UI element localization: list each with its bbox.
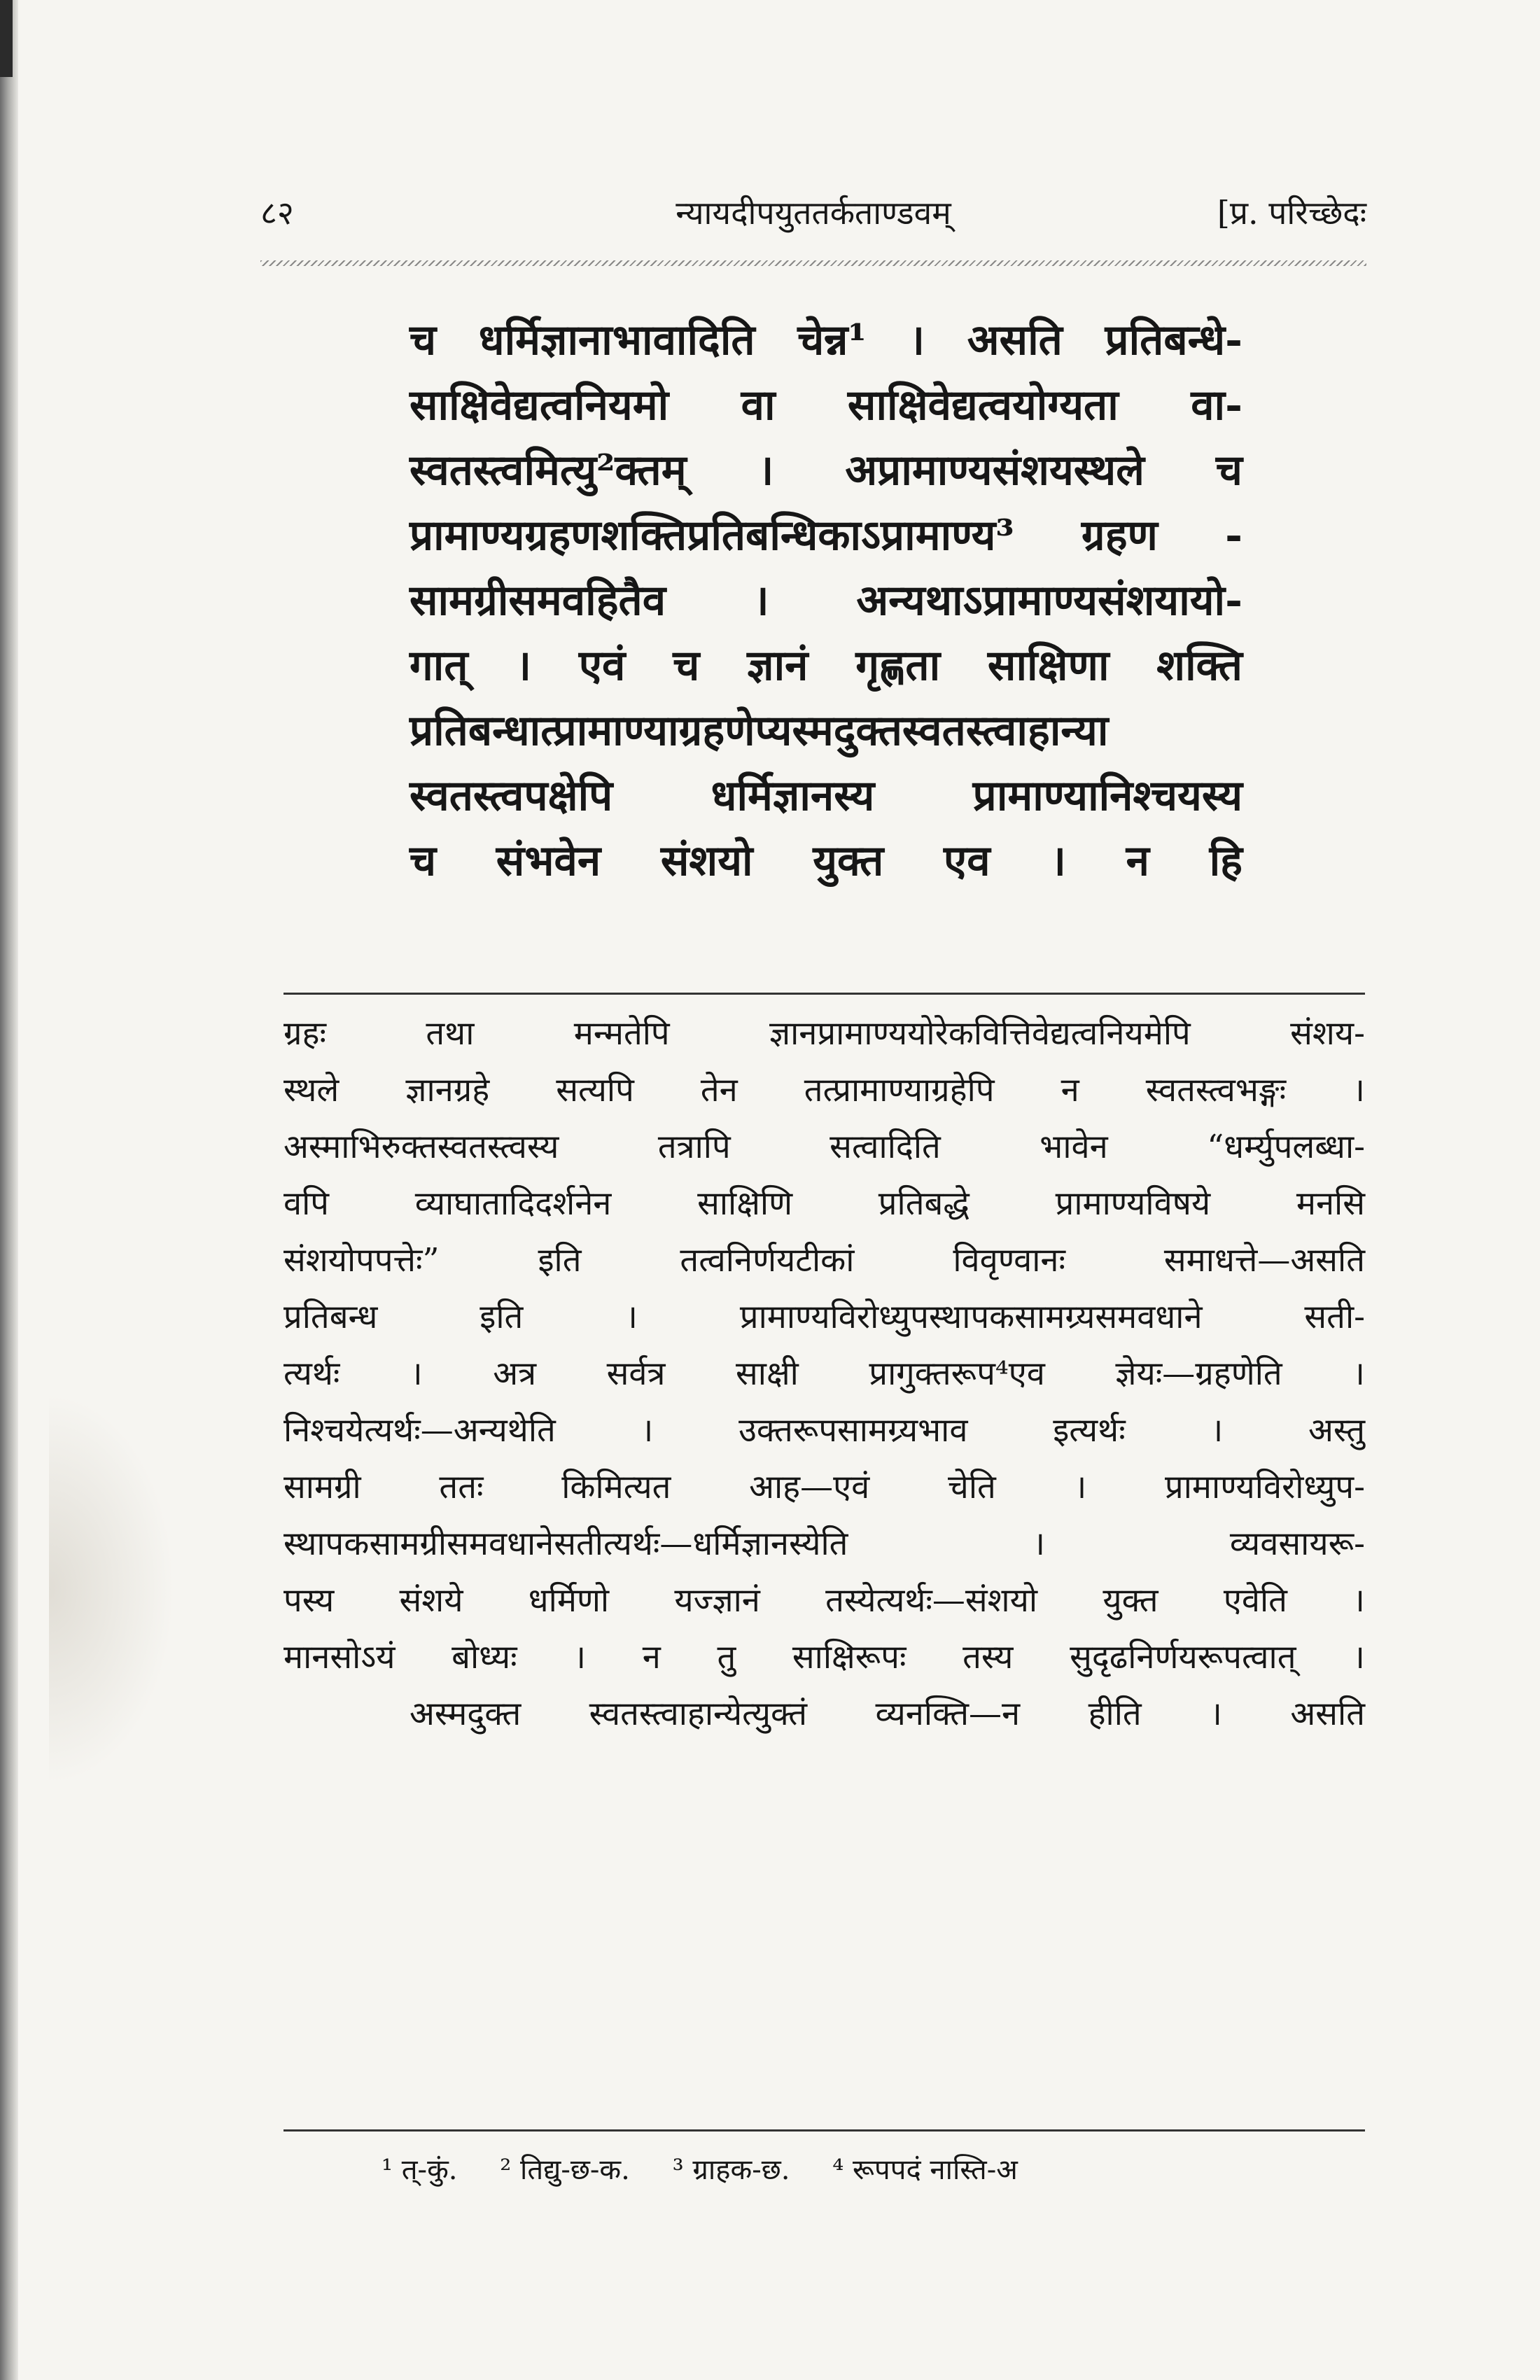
commentary-line: अस्मदुक्त स्वतस्त्वाहान्येत्युक्तं व्यनक्ति—न हीति । असति xyxy=(410,1695,1365,1733)
commentary-line: निश्चयेत्यर्थः—अन्यथेति । उक्तरूपसामग्र्यभाव इत्यर्थः । अस्तु xyxy=(284,1411,1365,1450)
footnote-divider xyxy=(284,2129,1365,2132)
commentary-line: मानसोऽयं बोध्यः । न तु साक्षिरूपः तस्य सुदृढनिर्णयरूपत्वात् । xyxy=(284,1638,1365,1676)
main-text-line: च धर्मिज्ञानाभावादिति चेन्न¹ । असति प्रतिबन्धे- xyxy=(410,316,1242,365)
binding-edge-dark-corner xyxy=(0,0,13,77)
text-commentary-divider xyxy=(284,993,1365,995)
main-text-line: सामग्रीसमवहितैव । अन्यथाऽप्रामाण्यसंशयायो- xyxy=(410,576,1242,625)
footnote: ¹ त्-कुं. xyxy=(382,2154,458,2186)
main-text-line: च संभवेन संशयो युक्त एव । न हि xyxy=(410,836,1242,886)
footnotes xyxy=(382,2149,1292,2191)
main-text-line: प्रतिबन्धात्प्रामाण्याग्रहणेप्यस्मदुक्तस्वतस्त्वाहान्या xyxy=(410,706,1109,755)
chapter-label: [प्र. परिच्छेदः xyxy=(1217,194,1366,232)
page-stain xyxy=(49,1393,175,1785)
running-title: न्यायदीपयुततर्कताण्डवम् xyxy=(676,194,951,232)
commentary-block xyxy=(284,1005,1365,1742)
main-text-line: गात् । एवं च ज्ञानं गृह्णता साक्षिणा शक्ति xyxy=(410,641,1242,690)
commentary-line: प्रतिबन्ध इति । प्रामाण्यविरोध्युपस्थापकसामग्र्यसमवधाने सती- xyxy=(284,1298,1365,1336)
footnote: ² तिद्यु-छ-क. xyxy=(500,2154,630,2186)
commentary-line: स्थापकसामग्रीसमवधानेसतीत्यर्थः—धर्मिज्ञानस्येति । व्यवसायरू- xyxy=(284,1525,1365,1563)
binding-edge xyxy=(0,0,18,2380)
main-text-line: साक्षिवेद्यत्वनियमो वा साक्षिवेद्यत्वयोग्यता वा- xyxy=(410,381,1242,430)
page-number: ८२ xyxy=(260,194,294,232)
footnote: ³ ग्राहक-छ. xyxy=(672,2154,790,2186)
commentary-line: ग्रहः तथा मन्मतेपि ज्ञानप्रामाण्ययोरेकवित्तिवेद्यत्वनियमेपि संशय- xyxy=(284,1014,1365,1053)
main-text-line: स्वतस्त्वमित्यु²क्तम् । अप्रामाण्यसंशयस्थले च xyxy=(410,446,1242,495)
main-text-line: प्रामाण्यग्रहणशक्तिप्रतिबन्धिकाऽप्रामाण्य³ ग्रहण - xyxy=(410,511,1242,560)
footnote: ⁴ रूपपदं नास्ति-अ xyxy=(832,2154,1018,2186)
commentary-line: स्थले ज्ञानग्रहे सत्यपि तेन तत्प्रामाण्याग्रहेपि न स्वतस्त्वभङ्गः । xyxy=(284,1071,1365,1110)
page-header xyxy=(260,190,1366,246)
main-text-line: स्वतस्त्वपक्षेपि धर्मिज्ञानस्य प्रामाण्यानिश्चयस्य xyxy=(410,771,1242,820)
commentary-line: अस्माभिरुक्तस्वतस्त्वस्य तत्रापि सत्वादिति भावेन “धर्म्युपलब्धा- xyxy=(284,1128,1365,1166)
commentary-line: सामग्री ततः किमित्यत आह—एवं चेति । प्रामाण्यविरोध्युप- xyxy=(284,1468,1365,1506)
commentary-line: वपि व्याघातादिदर्शनेन साक्षिणि प्रतिबद्धे प्रामाण्यविषये मनसि xyxy=(284,1184,1365,1223)
commentary-line: त्यर्थः । अत्र सर्वत्र साक्षी प्रागुक्तरूप⁴एव ज्ञेयः—ग्रहणेति । xyxy=(284,1354,1365,1393)
main-text-block xyxy=(410,308,1242,894)
commentary-line: संशयोपपत्तेः” इति तत्वनिर्णयटीकां विवृण्वानः समाधत्ते—असति xyxy=(284,1241,1365,1280)
header-divider xyxy=(260,260,1366,266)
commentary-line: पस्य संशये धर्मिणो यज्ज्ञानं तस्येत्यर्थः—संशयो युक्त एवेति । xyxy=(284,1581,1365,1620)
